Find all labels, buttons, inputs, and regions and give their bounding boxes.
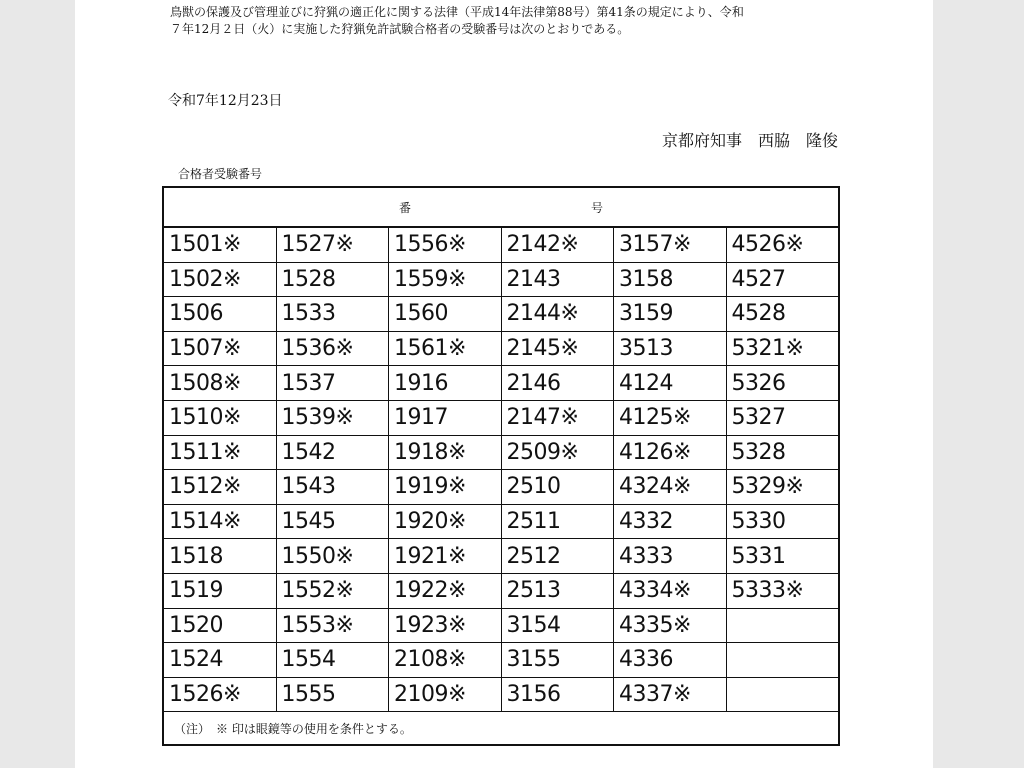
exam-number-cell: 1921※ [389, 539, 502, 574]
exam-number-cell: 1518 [163, 539, 276, 574]
exam-number-cell: 4335※ [614, 608, 727, 643]
exam-number-cell: 5328 [726, 435, 839, 470]
table-row [163, 435, 839, 470]
exam-number-cell: 4126※ [614, 435, 727, 470]
exam-number-cell: 1539※ [276, 400, 389, 435]
exam-number-cell: 4125※ [614, 400, 727, 435]
table-row [163, 262, 839, 297]
exam-number-cell: 1919※ [389, 470, 502, 505]
exam-number-cell: 1552※ [276, 573, 389, 608]
exam-number-cell: 1502※ [163, 262, 276, 297]
exam-number-cell: 2510 [501, 470, 614, 505]
exam-number-cell: 5330 [726, 504, 839, 539]
table-body [163, 227, 839, 712]
table-note: （注） ※ 印は眼鏡等の使用を条件とする。 [163, 712, 839, 746]
exam-number-cell: 4528 [726, 297, 839, 332]
exam-number-cell: 2144※ [501, 297, 614, 332]
exam-number-cell: 2109※ [389, 677, 502, 712]
intro-line-1: 鳥獣の保護及び管理並びに狩猟の適正化に関する法律（平成14年法律第88号）第41条の規定により、令和 [170, 5, 744, 19]
exam-number-cell: 1923※ [389, 608, 502, 643]
exam-number-cell: 2511 [501, 504, 614, 539]
exam-number-cell: 4336 [614, 643, 727, 678]
exam-number-cell: 1507※ [163, 331, 276, 366]
exam-number-cell: 1917 [389, 400, 502, 435]
exam-number-cell: 3157※ [614, 227, 727, 262]
exam-number-cell: 1514※ [163, 504, 276, 539]
exam-number-cell: 1559※ [389, 262, 502, 297]
table-note-row [163, 712, 839, 746]
table-header [163, 187, 839, 227]
exam-number-cell: 4333 [614, 539, 727, 574]
exam-number-cell: 1537 [276, 366, 389, 401]
publication-date: 令和7年12月23日 [168, 93, 283, 109]
table-row [163, 539, 839, 574]
exam-number-cell: 1561※ [389, 331, 502, 366]
exam-number-cell: 1519 [163, 573, 276, 608]
exam-number-cell: 4337※ [614, 677, 727, 712]
exam-number-cell: 1556※ [389, 227, 502, 262]
table-row [163, 504, 839, 539]
exam-number-cell: 5333※ [726, 573, 839, 608]
exam-number-cell: 5329※ [726, 470, 839, 505]
exam-number-cell: 1510※ [163, 400, 276, 435]
exam-number-cell: 1916 [389, 366, 502, 401]
exam-number-cell [726, 643, 839, 678]
exam-number-cell: 4124 [614, 366, 727, 401]
exam-number-cell: 4324※ [614, 470, 727, 505]
exam-number-cell: 1528 [276, 262, 389, 297]
exam-number-cell: 1920※ [389, 504, 502, 539]
exam-number-cell: 3158 [614, 262, 727, 297]
table-row [163, 400, 839, 435]
exam-number-cell: 3156 [501, 677, 614, 712]
exam-number-cell: 2147※ [501, 400, 614, 435]
exam-number-cell: 1527※ [276, 227, 389, 262]
exam-number-cell: 1526※ [163, 677, 276, 712]
table-caption: 合格者受験番号 [178, 167, 263, 181]
exam-number-cell: 4526※ [726, 227, 839, 262]
exam-number-cell: 1512※ [163, 470, 276, 505]
table-row [163, 331, 839, 366]
exam-number-cell: 1524 [163, 643, 276, 678]
exam-number-cell: 3159 [614, 297, 727, 332]
exam-number-cell: 1918※ [389, 435, 502, 470]
table-row [163, 643, 839, 678]
exam-number-cell: 1508※ [163, 366, 276, 401]
exam-number-cell: 1520 [163, 608, 276, 643]
table-row [163, 297, 839, 332]
exam-number-cell: 1545 [276, 504, 389, 539]
exam-number-cell: 4527 [726, 262, 839, 297]
table-header-right: 号 [591, 200, 604, 215]
table-header-row [163, 187, 839, 227]
exam-number-cell: 1922※ [389, 573, 502, 608]
exam-number-cell: 1555 [276, 677, 389, 712]
exam-number-cell: 2143 [501, 262, 614, 297]
exam-number-cell: 1560 [389, 297, 502, 332]
exam-number-cell: 1536※ [276, 331, 389, 366]
exam-number-cell: 5326 [726, 366, 839, 401]
exam-number-cell: 3154 [501, 608, 614, 643]
exam-number-cell: 2145※ [501, 331, 614, 366]
exam-number-cell: 1501※ [163, 227, 276, 262]
exam-number-cell: 1554 [276, 643, 389, 678]
exam-number-cell: 5321※ [726, 331, 839, 366]
intro-paragraph [170, 4, 850, 38]
exam-number-cell: 1506 [163, 297, 276, 332]
exam-number-cell: 2146 [501, 366, 614, 401]
exam-number-cell: 2512 [501, 539, 614, 574]
exam-number-cell: 2108※ [389, 643, 502, 678]
exam-number-cell: 1511※ [163, 435, 276, 470]
table-row [163, 366, 839, 401]
exam-number-cell: 1550※ [276, 539, 389, 574]
table-row [163, 573, 839, 608]
exam-number-cell: 1542 [276, 435, 389, 470]
exam-number-cell: 3513 [614, 331, 727, 366]
signer-name: 京都府知事 西脇 隆俊 [661, 131, 838, 150]
table-header-left: 番 [398, 200, 411, 215]
exam-number-cell: 2513 [501, 573, 614, 608]
exam-number-cell: 2142※ [501, 227, 614, 262]
exam-number-cell [726, 677, 839, 712]
exam-number-cell: 3155 [501, 643, 614, 678]
table-row [163, 470, 839, 505]
exam-number-cell: 4334※ [614, 573, 727, 608]
table-row [163, 227, 839, 262]
exam-number-cell: 1533 [276, 297, 389, 332]
exam-number-cell: 5327 [726, 400, 839, 435]
table-row [163, 677, 839, 712]
exam-number-cell: 5331 [726, 539, 839, 574]
passer-number-table [162, 186, 840, 746]
exam-number-cell: 1553※ [276, 608, 389, 643]
table-row [163, 608, 839, 643]
exam-number-cell [726, 608, 839, 643]
exam-number-cell: 1543 [276, 470, 389, 505]
exam-number-cell: 4332 [614, 504, 727, 539]
intro-line-2: ７年12月２日（火）に実施した狩猟免許試験合格者の受験番号は次のとおりである。 [170, 22, 630, 36]
exam-number-cell: 2509※ [501, 435, 614, 470]
